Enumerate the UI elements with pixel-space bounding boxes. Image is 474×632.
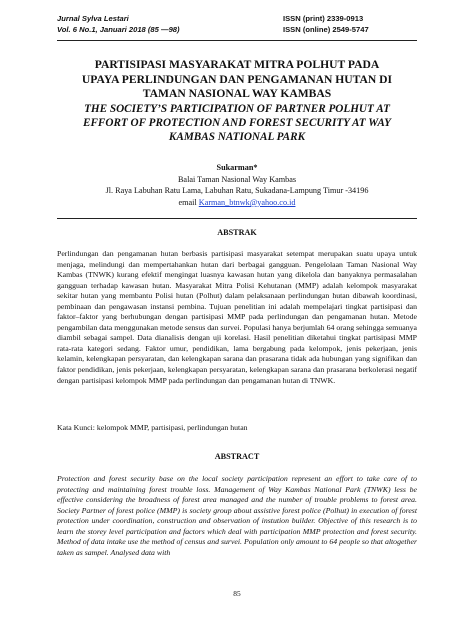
title-en-line: THE SOCIETY’S PARTICIPATION OF PARTNER POLHUT AT: [84, 103, 390, 115]
email-link[interactable]: Karman_btnwk@yahoo.co.id: [198, 197, 296, 207]
author-address: Jl. Raya Labuhan Ratu Lama, Labuhan Ratu, Sukadana-Lampung Timur -34196: [105, 186, 369, 196]
author-block: [40, 162, 434, 208]
issn-online: ISSN (online) 2549-5747: [283, 25, 369, 34]
abstract-heading: ABSTRACT: [214, 452, 260, 461]
abstrak-top-rule: [57, 218, 417, 219]
journal-header-right: [283, 13, 369, 35]
title-en-line: EFFORT OF PROTECTION AND FOREST SECURITY AT WAY: [82, 117, 392, 129]
title-en-line: KAMBAS NATIONAL PARK: [168, 131, 306, 143]
keywords: Kata Kunci: kelompok MMP, partisipasi, perlindungan hutan: [57, 423, 248, 432]
title-indonesian: [40, 58, 434, 102]
issn-print: ISSN (print) 2339-0913: [283, 14, 364, 23]
email-label: email: [178, 197, 197, 207]
abstrak-body: Perlindungan dan pengamanan hutan berbasis partisipasi masyarakat setempat merupakan suatu upaya untuk menjaga, melindungi dan mempertahankan hutan dari berbagai gangguan. Pengelolaan Taman Nasional Way Kambas (TNWK) kurang efektif mengingat luasnya kawasan hutan yang dikelola dan banyaknya permasalahan gangguan terhadap kawasan hutan. Masyarakat Mitra Polisi Kehutanan (MMP) adalah kelompok masyarakat sekitar hutan yang membantu Polisi hutan (Polhut) dalam pelaksanaan perlindungan hutan dibawah koordinasi, pembinaan dan pengawasan instansi pembina. Tujuan penelitian ini adalah mempelajari tingkat partisipasi dan faktor–faktor yang berhubungan dengan partisipasi MMP pada perlindungan dan pengamanan hutan. Metode pengambilan data menggunakan metode sensus dan survei. Populasi hanya berjumlah 64 orang sehingga semuanya diambil sebagai sampel. Data dianalisis dengan uji korelasi. Hasil penelitian diketahui tingkat partisipasi MMP rata-rata kategori sedang. Faktor umur, pendidikan, lama bergabung pada kelompok, jenis pekerjaan, jenis kelamin, kelengkapan persyaratan, dan kelengkapan sarana dan prasarana tidak ada hubungan yang signifikan dan faktor pendidikan, jenis pekerjaan, kelengkapan persyaratan, kelengkapan sarana dan prasarana berkolerasi negatif dengan partisipasi kelompok MMP pada perlindungan dan pengamanan hutan di TNWK.: [57, 249, 417, 385]
author-affiliation: Balai Taman Nasional Way Kambas: [177, 174, 297, 184]
author-name: Sukarman*: [216, 163, 258, 172]
title-id-line: TAMAN NASIONAL WAY KAMBAS: [142, 87, 332, 100]
title-id-line: PARTISIPASI MASYARAKAT MITRA POLHUT PADA: [94, 58, 380, 71]
journal-volume: Vol. 6 No.1, Januari 2018 (85 —98): [57, 25, 180, 34]
author-email-line: [40, 197, 434, 209]
journal-name: Jurnal Sylva Lestari: [57, 14, 129, 23]
journal-header-left: [57, 13, 180, 35]
abstract-body: Protection and forest security base on the local society participation represent an effort to take care of to protecting and maintaining forest trouble loss. Management of Way Kambas National Park (TNWK) less be effective considering the broadness of forest area managed and the number of trouble problems to forest area. Society Partner of forest police (MMP) is society group about assistive forest police (Polhut) in execution of forest protection under coordination, construction and observation of instution builder. Objective of this research is to learn the storey level participation and factors which deal with participation MMP protection and forest security. Method of data intake use the method of census and survei. Population only amount to 64 people so that altogether taken as sampel. Analysed data with: [57, 474, 417, 557]
title-id-line: UPAYA PERLINDUNGAN DAN PENGAMANAN HUTAN DI: [81, 72, 393, 86]
header-divider: [57, 40, 417, 41]
page-number: 85: [233, 589, 241, 598]
title-english: [40, 102, 434, 144]
abstrak-heading: ABSTRAK: [217, 228, 257, 237]
